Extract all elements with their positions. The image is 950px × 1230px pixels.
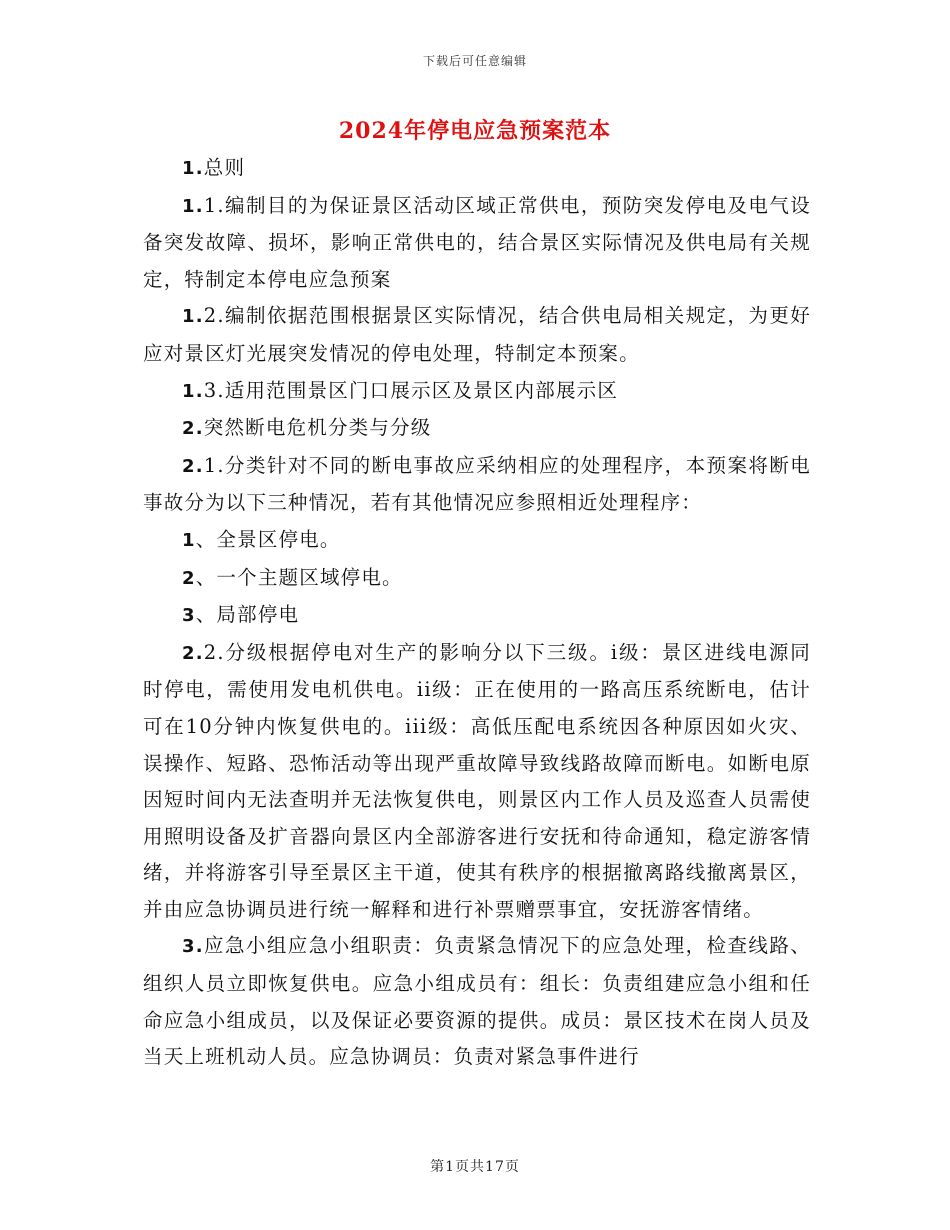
paragraph-purpose: 1.1.编制目的为保证景区活动区域正常供电，预防突发停电及电气设备突发故障、损坏，影响正常供电的，结合景区实际情况及供电局有关规定，特制定本停电应急预案 bbox=[143, 193, 811, 291]
paragraph-scope: 1.3.适用范围景区门口展示区及景区内部展示区 bbox=[182, 378, 619, 402]
list-item: 2、一个主题区域停电。 bbox=[182, 565, 403, 589]
paragraph-basis: 1.2.编制依据范围根据景区实际情况，结合供电局相关规定，为更好应对景区灯光展突发情况的停电处理，特制定本预案。 bbox=[143, 304, 811, 365]
paragraph-classification-heading: 2.突然断电危机分类与分级 bbox=[182, 416, 432, 440]
page-header: 下载后可任意编辑 bbox=[422, 54, 527, 68]
paragraph-general-principles: 1.总则 bbox=[182, 156, 246, 179]
list-item: 1、全景区停电。 bbox=[182, 527, 341, 551]
list-item: 3、局部停电 bbox=[182, 603, 300, 627]
paragraph-grading: 2.2.分级根据停电对生产的影响分以下三级。i级：景区进线电源同时停电，需使用发电机供电。ii级：正在使用的一路高压系统断电，估计可在10分钟内恢复供电的。iii级：高低压配电系统因各种原因如火灾、误操作、短路、恐怖活动等出现严重故障导致线路故障而断电。如断电原因短时间内无法查明并无法恢复供电，则景区内工作人员及巡查人员需使用照明设备及扩音器向景区内全部游客进行安抚和待命通知，稳定游客情绪，并将游客引导至景区主干道，使其有秩序的根据撤离路线撤离景区，并由应急协调员进行统一解释和进行补票赠票事宜，安抚游客情绪。 bbox=[143, 640, 811, 921]
paragraph-emergency-team: 3.应急小组应急小组职责：负责紧急情况下的应急处理，检查线路、组织人员立即恢复供电。应急小组成员有：组长：负责组建应急小组和任命应急小组成员，以及保证必要资源的提供。成员：景区技术在岗人员及当天上班机动人员。应急协调员：负责对紧急事件进行 bbox=[143, 934, 811, 1069]
page-footer: 第1页共17页 bbox=[430, 1159, 520, 1175]
document-body bbox=[143, 150, 811, 1076]
document-title: 2024年停电应急预案范本 bbox=[338, 118, 612, 144]
paragraph-classification: 2.1.分类针对不同的断电事故应采纳相应的处理程序，本预案将断电事故分为以下三种情况，若有其他情况应参照相近处理程序： bbox=[143, 453, 811, 515]
